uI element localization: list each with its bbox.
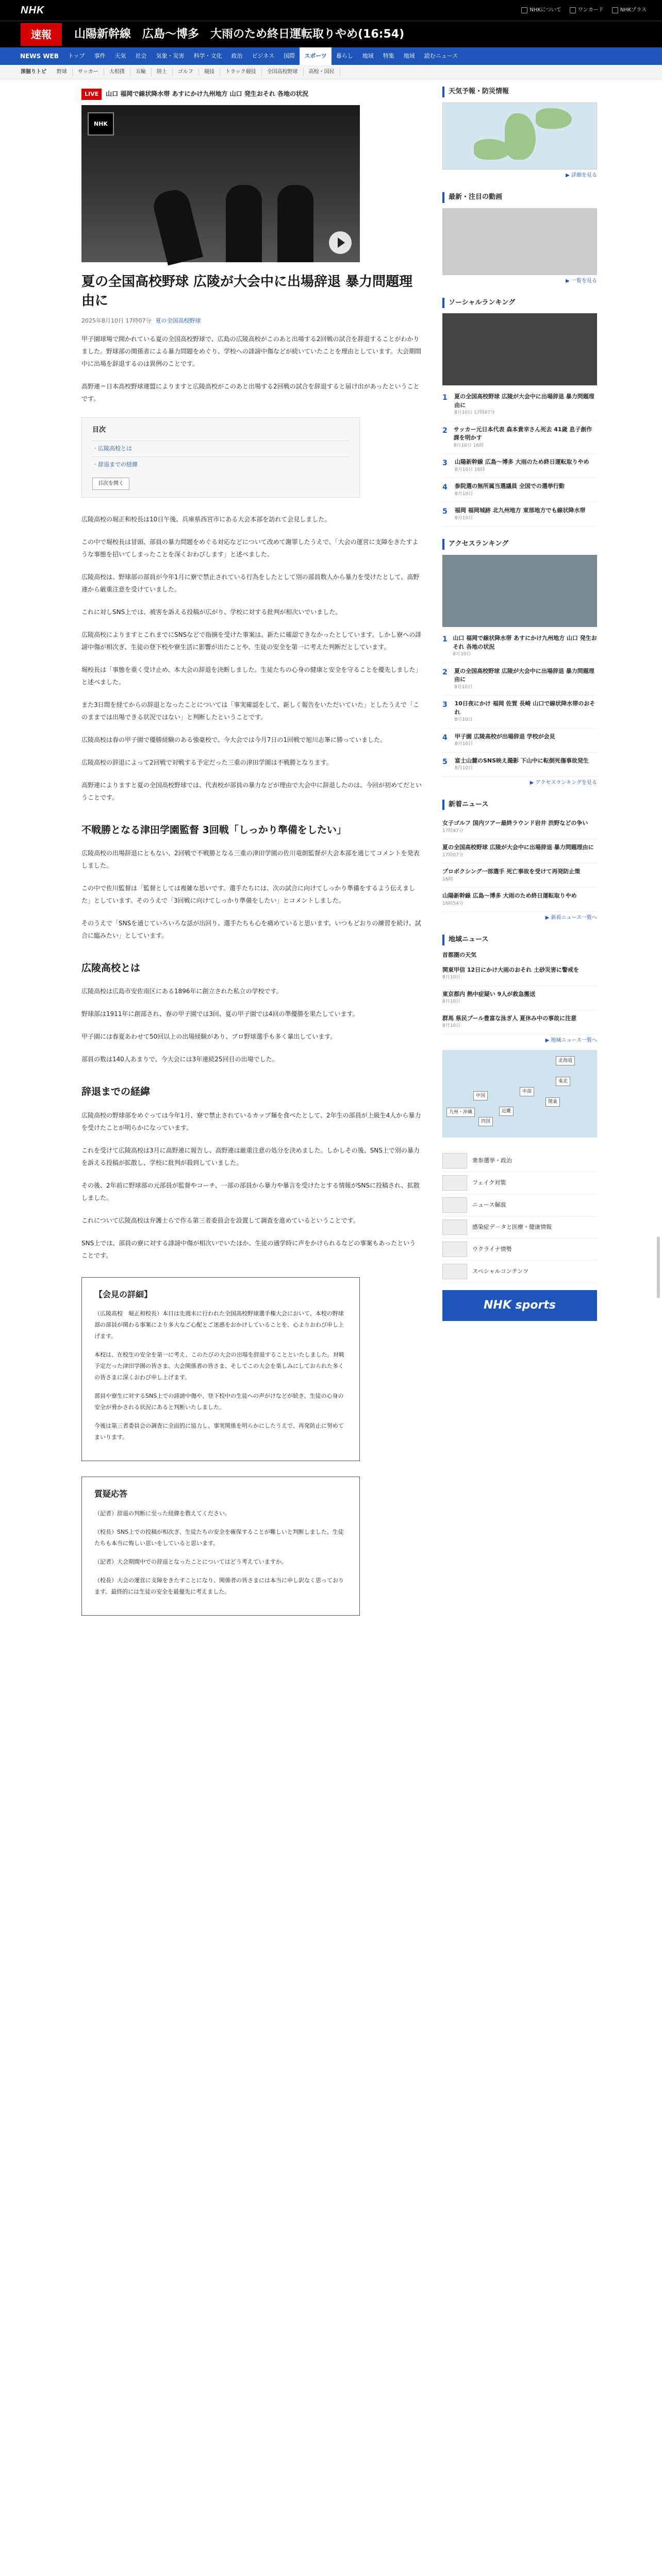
banner-item[interactable]: ニュース解説 [442,1194,597,1216]
bowing-figure [151,187,203,265]
banner-icon [442,1264,467,1279]
region-kinki[interactable]: 近畿 [499,1107,514,1116]
land-shape [536,108,572,129]
nav-item-science[interactable]: 科学・文化 [193,53,222,59]
nav-item-politics[interactable]: 政治 [231,53,243,59]
bowing-figure [226,185,262,262]
article-title: 夏の全国高校野球 広陵が大会中に出場辞退 暴力問題理由に [81,274,413,309]
banner-item[interactable]: フェイク対策 [442,1172,597,1194]
qa-box [81,1477,360,1616]
section-para: 甲子園には春夏あわせて50回以上の出場経験があり、プロ野球選手も多く輩出しています。 [81,1033,337,1041]
subnav-soccer[interactable]: サッカー [73,69,104,76]
nav-item-business[interactable]: ビジネス [252,53,275,59]
top-link-onecard[interactable]: ワンカード [570,6,604,14]
featured-video-thumb[interactable] [442,208,597,275]
article-para: 広陵高校は春の甲子園で優勝経験のある強豪校で、今大会では今月7日の1回戦で旭川志峯に勝っていました。 [81,736,387,743]
info-icon [521,7,527,13]
ranking-thumb[interactable] [442,313,597,385]
subnav-sumo[interactable]: 大相撲 [104,69,130,76]
article-para: 甲子園球場で開かれている夏の全国高校野球で、広島の広陵高校がこのあと出場する2回戦の試合を辞退することがわかりました。野球部の関係者による暴力問題をめぐり、学校への誹謗中傷などが続いていたことを理由としています。大会期間中に出場を辞退するのは異例のことです。 [81,335,422,367]
banner-item[interactable]: ウクライナ情勢 [442,1239,597,1261]
region-chugoku[interactable]: 中国 [473,1091,488,1100]
section-heading: 辞退までの経緯 [81,1086,151,1098]
toc-heading: 目次 [92,426,106,434]
subnav-label: 深掘りトピ [21,69,46,75]
banner-item[interactable]: 感染症デ－タと医療・健康情報 [442,1216,597,1239]
section-para: この中で佐川監督は「監督としては複雑な思いです。選手たちには、次の試合に向けてしっかり準備をするよう伝えました」としています。そのうえで「3回戦に向けてしっかり準備をしたい」とコメントしました。 [81,884,416,904]
ranking-item[interactable]: 1 夏の全国高校野球 広陵が大会中に出場辞退 暴力問題理由に 8月10日 17時07分 [442,388,597,421]
article-para: 広陵高校の堀正和校長は10日午後、兵庫県西宮市にある大会本部を訪れて会見しました。 [81,515,331,523]
article-para: 高野連によりますと夏の全国高校野球では、代表校が部員の暴力などが理由で大会中に辞退したのは、今回が初めてだということです。 [81,781,422,801]
local-sub[interactable]: 首都圏の天気 [442,952,476,959]
region-chubu[interactable]: 中部 [520,1087,534,1096]
new-news [442,800,597,923]
toc-item[interactable]: ・ 広陵高校とは [92,440,349,456]
news-item[interactable]: 山陽新幹線 広島～博多 大雨のため終日運転取りやめ 16時54分 [442,888,597,912]
region-map [442,1050,597,1138]
banner-icon [442,1175,467,1191]
ranking-item[interactable]: 4 甲子園 広陵高校が出場辞退 学校が会見 8月10日 [442,728,597,753]
weather-section [442,87,597,180]
nav-item-life[interactable]: 暮らし [336,53,353,59]
qa-para: （校長）SNS上での投稿が相次ぎ、生徒たちの安全を確保することが難しいと判断しました。生徒たちも本当に悔しい思いをしていると思います。 [94,1528,344,1547]
breaking-badge: 速報 [21,23,62,46]
nhk-logo[interactable]: NHK [21,5,45,16]
nav-item-feature[interactable]: 特集 [383,53,394,59]
nhk-sports-banner[interactable]: NHK sports [442,1290,597,1321]
section-para: その後、2年前に野球部の元部員が監督やコーチ、一部の部員から暴力や暴言を受けたとする情報がSNSに投稿され、拡散しました。 [81,1181,420,1201]
statement-para: 今後は第三者委員会の調査に全面的に協力し、事実関係を明らかにしたうえで、再発防止に努めてまいります。 [94,1422,344,1441]
section-heading: 広陵高校とは [81,962,141,974]
ranking-item[interactable]: 4 参院選の無所属当選議員 全国での選挙行動 8月10日 [442,478,597,502]
article-para: 堀校長は「事態を重く受け止め、本大会の辞退を決断しました。生徒たちの心身の健康と安全を守ることを優先しました」と述べました。 [81,666,422,686]
article-para: この中で堀校長は冒頭、部員の暴力問題をめぐる対応などについて改めて謝罪したうえで、「大会の運営に支障をきたすような事態を招いてしまったことを深くおわびします」と述べました。 [81,538,419,558]
banners [442,1150,597,1321]
statement-box [81,1277,360,1462]
live-badge: LIVE [81,89,102,100]
table-of-contents [81,417,360,498]
ranking-item[interactable]: 2 夏の全国高校野球 広陵が大会中に出場辞退 暴力問題理由に 8月10日 [442,663,597,696]
social-ranking-heading: ソーシャルランキング [442,298,597,309]
statement-para: 本校は、在校生の安全を第一に考え、このたびの大会の出場を辞退することといたしました。対戦予定だった津田学園の皆さま、大会関係者の皆さま、そしてこの大会を楽しみにしておられた多くの皆さまに深くおわび申し上げます。 [94,1351,344,1381]
nav-brand[interactable]: NEWS WEB [20,53,59,60]
qa-para: （記者）辞退の判断に至った経緯を教えてください。 [94,1510,230,1517]
section-para: これについて広陵高校は弁護士らで作る第三者委員会を設置して調査を進めているということです。 [81,1216,359,1224]
section-para: 広陵高校の野球部をめぐっては今年1月、寮で禁止されているカップ麺を食べたとして、2年生の部員が上級生4人から暴力を受けたことが明らかになっています。 [81,1111,421,1131]
banner-icon [442,1153,467,1168]
news-item[interactable]: プロボクシング一部選手 死亡事故を受けて再発防止策 16時 [442,863,597,888]
section-para: 部員の数は140人あまりで、今大会には3年連続25回目の出場でした。 [81,1056,278,1063]
video-section [442,192,597,285]
land-shape [474,139,510,160]
article-para: 広陵高校は、野球部の部員が今年1月に寮で禁止されている行為をしたとして別の部員数人から暴力を受けたとして、高野連から厳重注意を受けていました。 [81,573,420,593]
region-hokkaido[interactable]: 北海道 [556,1056,575,1065]
nav-item-read[interactable]: 読むニュース [424,53,458,59]
article-main [81,79,422,1631]
breaking-alert[interactable] [0,21,662,47]
scrollbar-thumb[interactable] [657,1236,660,1298]
subnav-national[interactable]: 高校・国民 [304,69,340,76]
sub-nav [0,65,662,79]
article-video[interactable] [81,105,360,262]
weather-link[interactable]: ▶ 詳細を見る [566,172,597,178]
top-links [521,6,647,14]
nav-item-society[interactable]: 社会 [135,53,147,59]
nav-item-weather[interactable]: 天気 [114,53,126,59]
ranking-item[interactable]: 2 サッカー元日本代表 森本貴幸さん死去 41歳 息子創作課を明かす 8月10日 16時 [442,421,597,454]
breaking-text[interactable]: 山陽新幹線 広島～博多 大雨のため終日運転取りやめ(16:54) [74,27,405,41]
video-heading[interactable]: 最新・注目の動画 [442,192,597,203]
article-para: 広陵高校の辞退によって2回戦で対戦する予定だった三重の津田学園は不戦勝となります。 [81,758,333,766]
subnav-events[interactable]: 競技 [199,69,220,76]
section-para: 広陵高校の出場辞退にともない、2回戦で不戦勝となる三重の津田学園の佐川竜朗監督が大会本部を通じてコメントを発表しました。 [81,849,420,869]
subnav-baseball[interactable]: 野球 [52,69,73,76]
video-link[interactable]: ▶ 一覧を見る [566,278,597,284]
weather-map[interactable] [442,103,597,170]
region-tohoku[interactable]: 東北 [556,1077,570,1086]
section-para: そのうえで「SNSを通じていろいろな話が出回り、選手たちも心を痛めていると思います。いつもどおりの練習を続け、試合に臨みたい」としています。 [81,919,421,939]
section-para: 広陵高校は広島市安佐南区にある1896年に創立された私立の学校です。 [81,988,283,995]
statement-para: 部員や寮生に対するSNS上での誹謗中傷や、登下校中の生徒への声がけなどが続き、生徒の心身の安全が脅かされる状況にあると判断いたしました。 [94,1393,344,1411]
top-link-about[interactable]: NHKについて [521,6,561,14]
section-para: これを受けて広陵高校は3月に高野連に報告し、高野連は厳重注意の処分を決めました。しかしその後、SNS上で別の暴力を訴える投稿が拡散し、学校に批判が殺到していました。 [81,1146,420,1166]
ranking-item[interactable]: 5 富士山麓のSNS映え撮影 下山中に転倒死傷事故発生 8月10日 [442,753,597,777]
weather-heading[interactable]: 天気予報・防災情報 [442,87,597,97]
access-ranking-heading: アクセスランキング [442,539,597,550]
article-para: また3日間を経てからの辞退となったことについては「事実確認をして、新しく報告をいただいていた」としたうえで「このままでは出場できる状況ではない」と判断したということです。 [81,701,420,721]
region-kyushu[interactable]: 九州・沖縄 [446,1108,475,1117]
nav-item-region-2[interactable]: 地域 [403,53,415,59]
top-link-plus[interactable]: NHKプラス [612,6,647,14]
new-news-heading: 新着ニュース [442,800,597,810]
ranking-item[interactable]: 3 山陽新幹線 広島～博多 大雨のため終日運転取りやめ 8月10日 16時 [442,454,597,478]
top-bar [0,0,662,21]
banner-icon [442,1197,467,1213]
play-button[interactable] [329,231,352,254]
article-para: これに対しSNS上では、被害を訴える投稿が広がり、学校に対する批判が相次いでいました。 [81,608,342,616]
local-item[interactable]: 群馬 県民プール豊富な泳ぎ人 夏休み中の事故に注意 8月10日 [442,1010,597,1035]
local-news [442,935,597,1137]
toc-item[interactable]: ・ 辞退までの経緯 [92,456,349,472]
ranking-item[interactable]: 3 10日夜にかけ 福岡 佐賀 長崎 山口で線状降水帯のおそれ 8月10日 [442,696,597,728]
page-body [0,79,662,1631]
nhk-news-mark: NHK [88,112,114,136]
statement-heading: 【会見の詳細】 [94,1289,153,1299]
banner-icon [442,1242,467,1257]
social-ranking [442,298,597,527]
main-nav [0,47,662,65]
ranking-item[interactable]: 5 福岡 福岡城跡 北九州地方 東部地方でも線状降水帯 8月10日 [442,502,597,527]
sidebar [442,79,597,1631]
region-kanto[interactable]: 関東 [545,1097,560,1107]
nav-item-region[interactable]: 地域 [362,53,374,59]
article-tag[interactable]: 夏の全国高校野球 [155,317,201,324]
live-banner[interactable] [81,89,422,100]
subnav-koshien[interactable]: 全国高校野球 [262,69,304,76]
bowing-figure [277,185,313,262]
news-item[interactable]: 夏の全国高校野球 広陵が大会中に出場辞退 暴力問題理由に 17時07分 [442,839,597,863]
qa-para: （記者）大会期間中での辞退となったことについてはどう考えていますか。 [94,1558,287,1565]
subnav-track[interactable]: トラック競技 [220,69,262,76]
article-para: 広陵高校によりますとこれまでにSNSなどで指摘を受けた事案は、新たに確認できなかったとしています。しかし寮への誹謗中傷が相次ぎ、生徒の登下校や寮生活に影響が出たことや、生徒の安全を第一に考えた判断だとしています。 [81,631,422,651]
article-date: 2025年8月10日 17時07分 夏の全国高校野球 [81,317,201,324]
article-para: 高野連＝日本高校野球連盟によりますと広陵高校がこのあと出場する2回戦の試合を辞退すると届け出があったということです。 [81,382,420,402]
qa-para: （校長）大会の運営に支障をきたすことになり、関係者の皆さまには本当に申し訳なく思っております。最終的には生徒の安全を最優先に考えました。 [94,1577,344,1595]
card-icon [570,7,576,13]
ranking-item[interactable]: 1 山口 福岡で線状降水帯 あすにかけ九州地方 山口 発生おそれ 各地の状況 8月10日 [442,630,597,663]
nav-item-disaster[interactable]: 気象・災害 [156,53,185,59]
live-text[interactable]: 山口 福岡で線状降水帯 あすにかけ九州地方 山口 発生おそれ 各地の状況 [106,90,309,98]
new-news-link[interactable]: ▶ 新着ニュース一覧へ [545,915,597,921]
section-heading: 不戦勝となる津田学園監督 3回戦「しっかり準備をしたい」 [81,824,346,836]
news-item[interactable]: 女子ゴルフ 国内ツアー最終ラウンド岩井 渋野などの争い 17時47分 [442,815,597,839]
access-ranking [442,539,597,787]
nav-item-incident[interactable]: 事件 [94,53,106,59]
access-link[interactable]: ▶ アクセスランキングを見る [529,779,597,786]
nav-item-sports[interactable]: スポーツ [300,47,332,65]
nav-item-top[interactable]: トップ [68,53,85,59]
nav-item-international[interactable]: 国際 [284,53,295,59]
subnav-olympics[interactable]: 五輪 [130,69,152,76]
subnav-golf[interactable]: ゴルフ [173,69,199,76]
qa-heading: 質疑応答 [94,1489,128,1499]
local-news-heading: 地域ニュース [442,935,597,945]
local-link[interactable]: ▶ 地域ニュース一覧へ [545,1037,597,1043]
section-para: 野球部は1911年に創部され、春の甲子園では3回、夏の甲子園では4回の準優勝を果たしています。 [81,1010,359,1018]
local-item[interactable]: 関東甲信 12日にかけ大雨のおそれ 土砂災害に警戒を 8月10日 [442,962,597,986]
plus-icon [612,7,618,13]
subnav-athletics[interactable]: 陸上 [152,69,173,76]
section-para: SNS上では、部員の寮に対する誹謗中傷が相次いでいたほか、生徒の通学時に声をかけられるなどの事案もあったということです。 [81,1239,416,1259]
banner-item[interactable]: 衆参選挙・政治 [442,1150,597,1172]
banner-item[interactable]: スペシャルコンテンツ [442,1261,597,1283]
statement-para: （広陵高校 堀正和校長）本日は先週末に行われた全国高校野球選手権大会において、本校の野球部の部員が関わる事案により多大なご心配とご迷惑をおかけしていることを、心よりおわび申し上げます。 [94,1310,344,1340]
toc-open-button[interactable]: 目次を開く [92,478,129,490]
local-item[interactable]: 東京都内 熱中症疑い 9人が救急搬送 8月10日 [442,986,597,1010]
banner-icon [442,1219,467,1235]
region-shikoku[interactable]: 四国 [478,1117,493,1126]
access-thumb[interactable] [442,555,597,627]
